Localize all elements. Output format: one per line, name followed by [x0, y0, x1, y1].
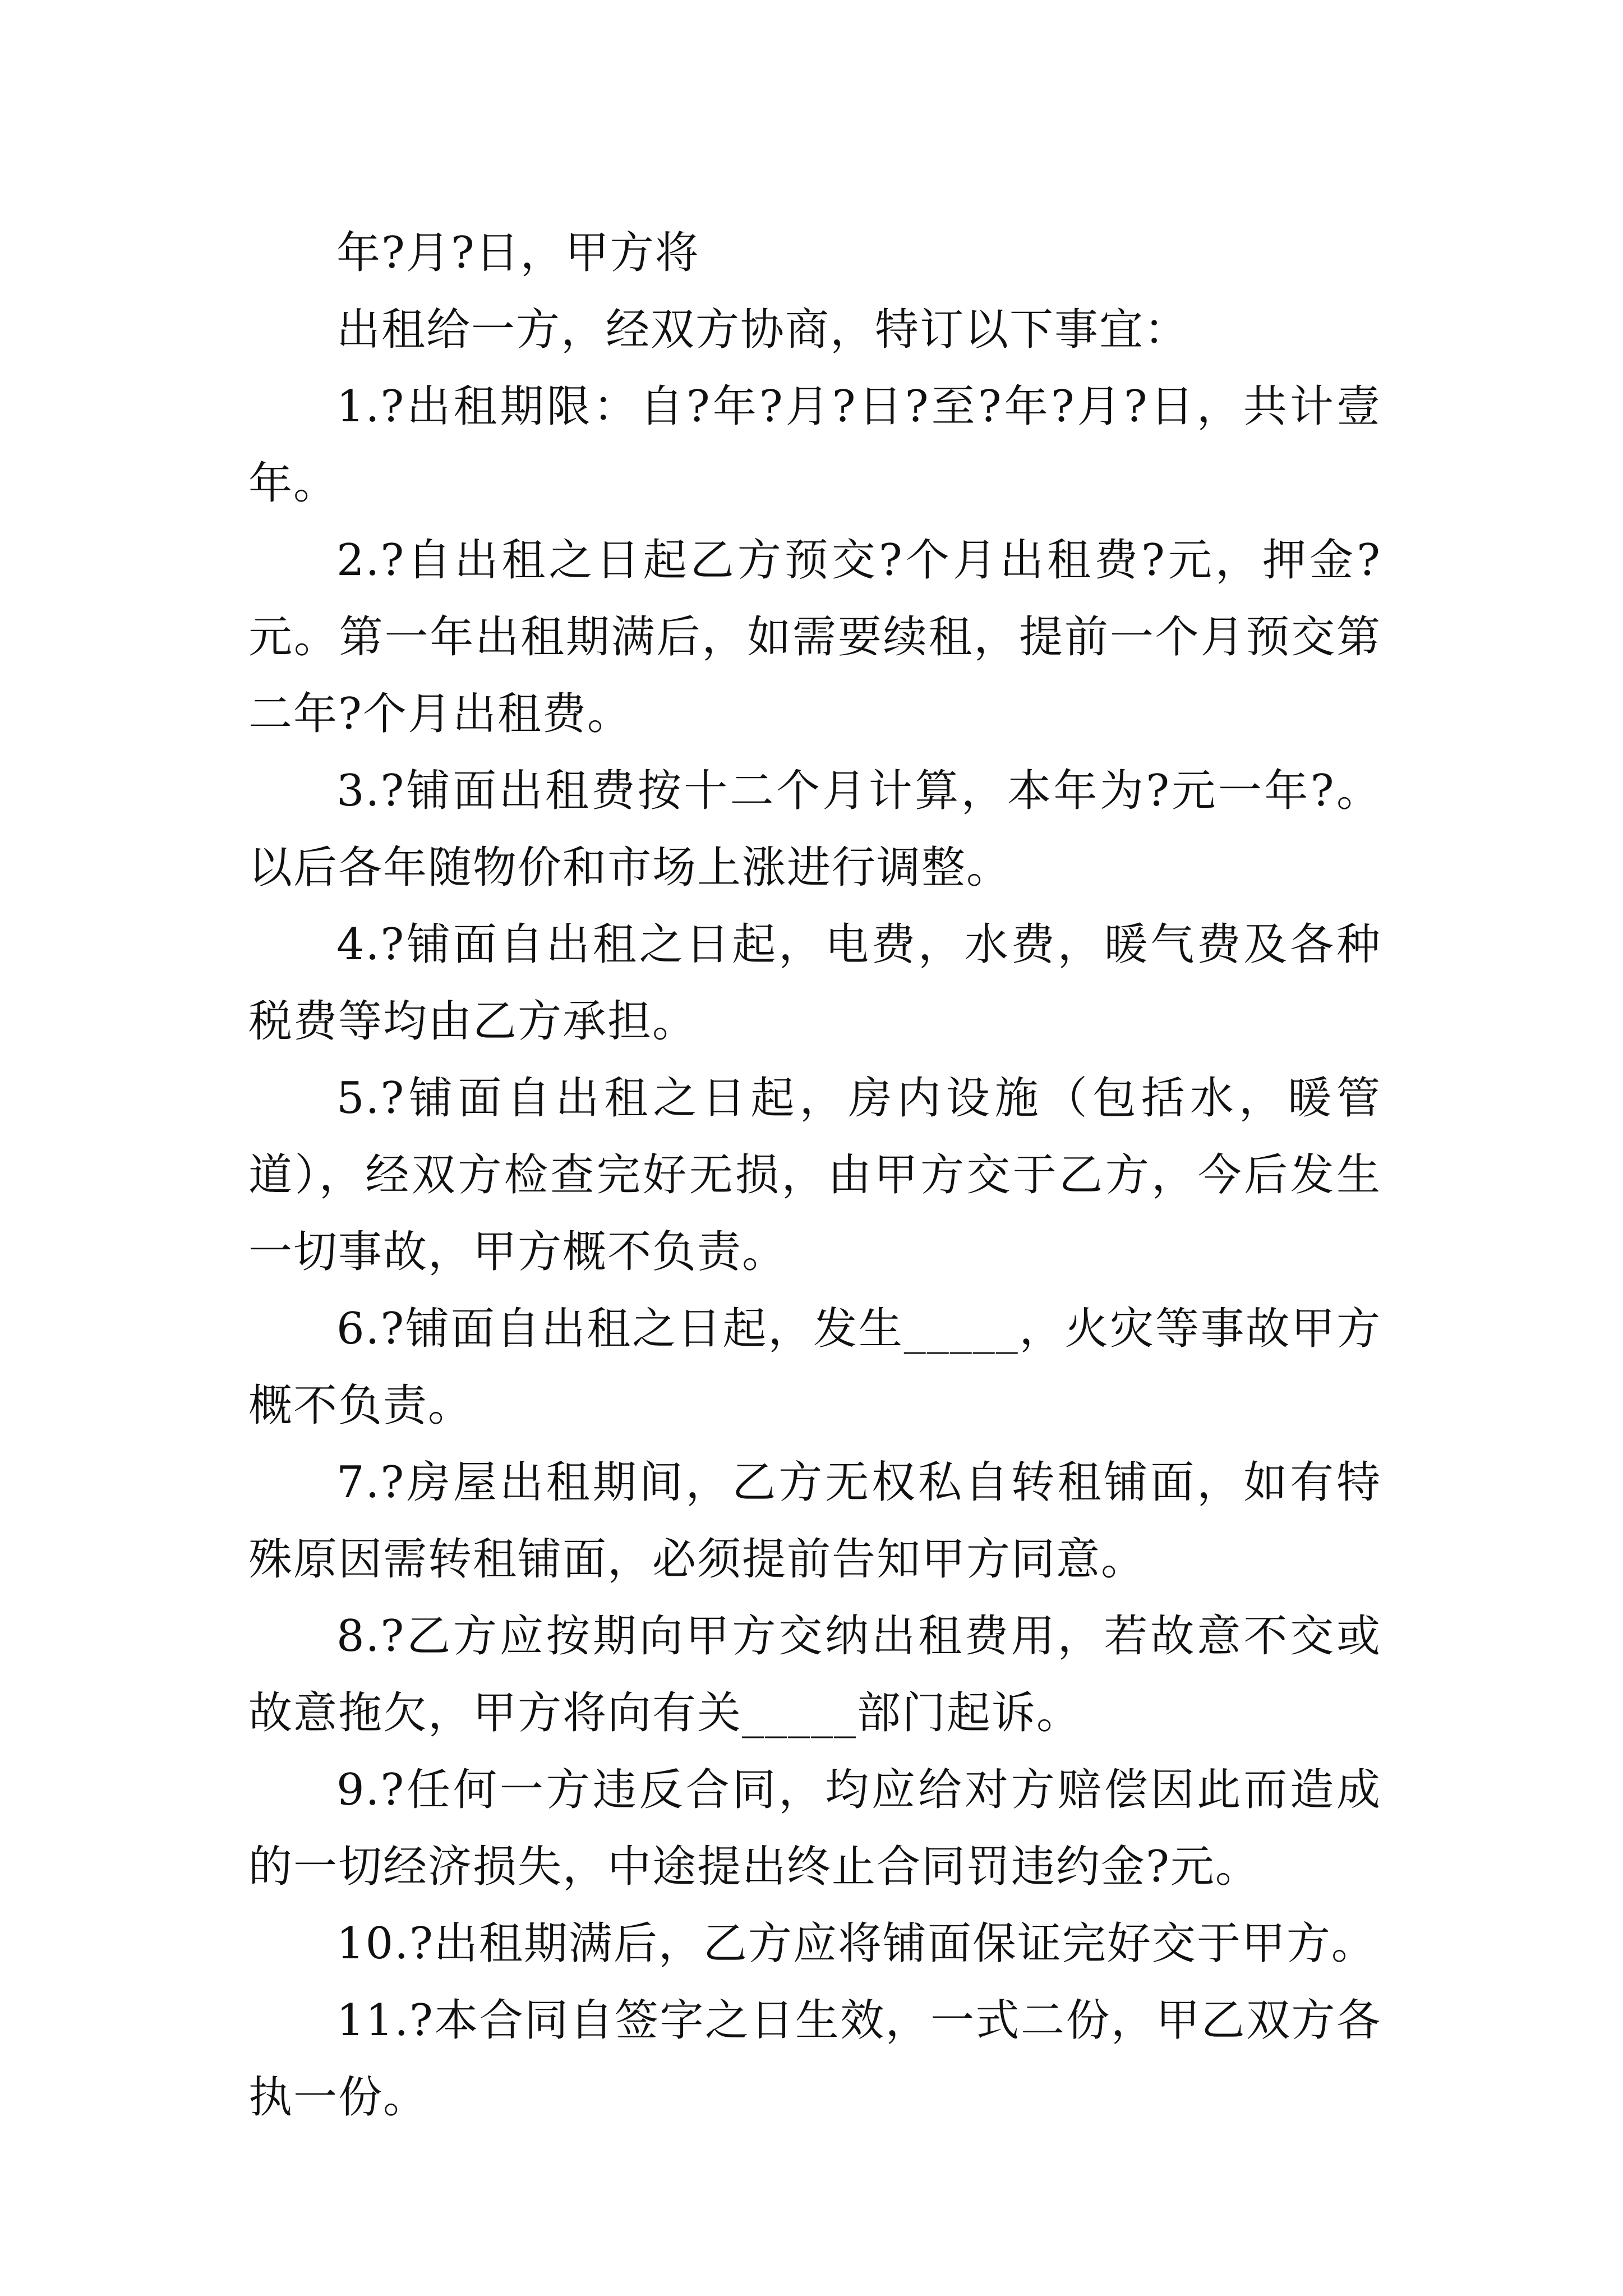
clause-5-facilities: 5.?铺面自出租之日起，房内设施（包括水，暖管道），经双方检查完好无损，由甲方交于乙方，今后发生一切事故，甲方概不负责。 [248, 1073, 1381, 1277]
clause-7-sublease: 7.?房屋出租期间，乙方无权私自转租铺面，如有特殊原因需转租铺面，必须提前告知甲方同意。 [248, 1457, 1381, 1585]
paragraph-date-intro: 年?月?日，甲方将 [336, 228, 700, 278]
clause-4-utilities: 4.?铺面自出租之日起，电费，水费，暖气费及各种税费等均由乙方承担。 [248, 919, 1381, 1047]
clause-1-lease-term: 1.?出租期限：自?年?月?日?至?年?月?日，共计壹年。 [248, 381, 1381, 509]
clause-3-rent-calculation: 3.?铺面出租费按十二个月计算，本年为?元一年?。以后各年随物价和市场上涨进行调整。 [248, 766, 1381, 893]
contract-body [248, 215, 1381, 2136]
clause-6-accidents: 6.?铺面自出租之日起，发生_____，火灾等事故甲方概不负责。 [248, 1304, 1381, 1431]
clause-8-payment-default: 8.?乙方应按期向甲方交纳出租费用，若故意不交或故意拖欠，甲方将向有关_____部门起诉。 [248, 1611, 1381, 1738]
clause-11-effective: 11.?本合同自签字之日生效，一式二份，甲乙双方各执一份。 [248, 1995, 1381, 2123]
clause-9-breach: 9.?任何一方违反合同，均应给对方赔偿因此而造成的一切经济损失，中途提出终止合同罚违约金?元。 [248, 1765, 1381, 1892]
clause-10-return: 10.?出租期满后，乙方应将铺面保证完好交于甲方。 [336, 1918, 1376, 1969]
paragraph-lease-intro: 出租给一方，经双方协商，特订以下事宜： [336, 305, 1189, 355]
clause-2-prepayment: 2.?自出租之日起乙方预交?个月出租费?元，押金?元。第一年出租期满后，如需要续租，提前一个月预交第二年?个月出租费。 [248, 535, 1381, 739]
